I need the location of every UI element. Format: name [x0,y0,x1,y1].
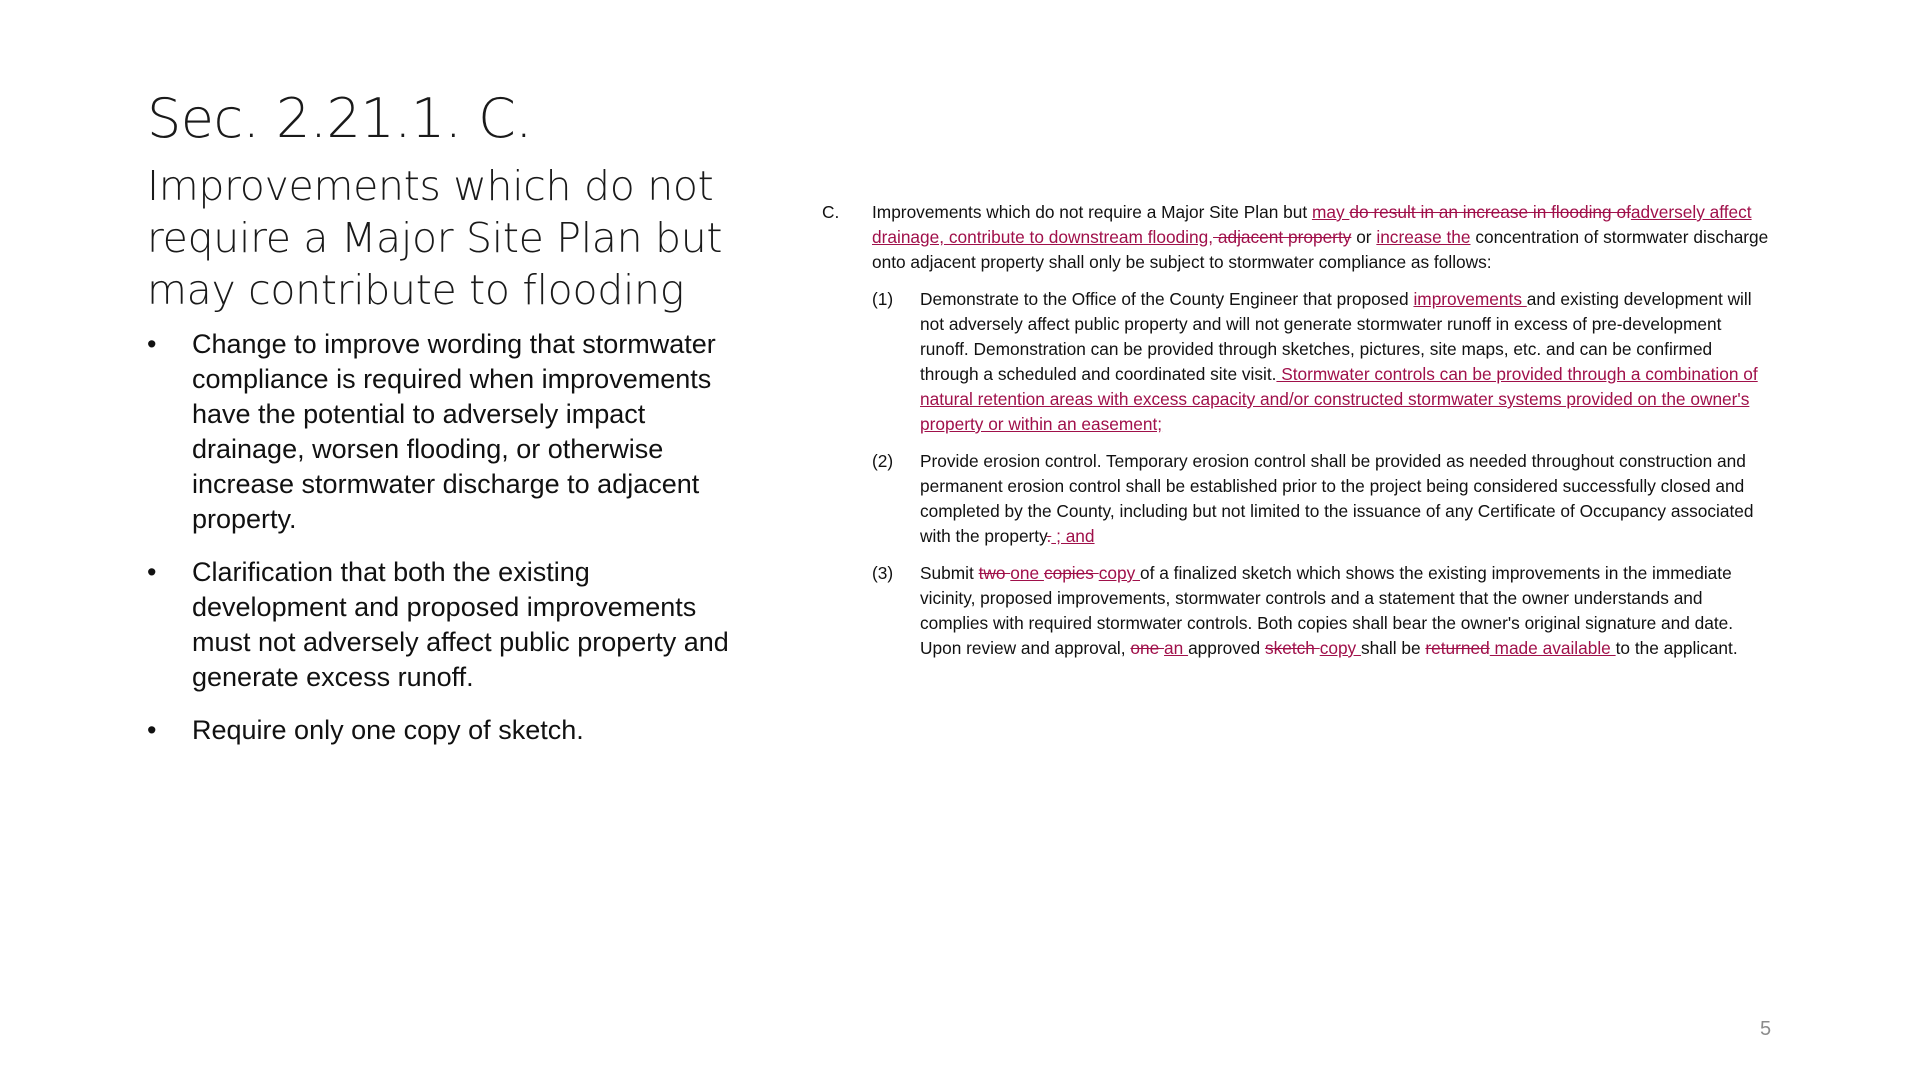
deleted-text: sketch [1264,638,1320,658]
body-text: of a finalized sketch which shows the existing improvements in the immediate vicinity, proposed improvements, stormwater controls and a statement that the owner understands and complies with required stormwater controls. Both copies shall bear the owner's original signature and date. Upon review and approval, [920,563,1734,658]
deleted-text: two [978,563,1011,583]
bullet-text: Change to improve wording that stormwater compliance is required when improvements have the potential to adversely impact drainage, worsen flooding, or otherwise increase stormwater discharge to adjacent property. [192,329,716,534]
item-number: (1) [872,289,894,309]
body-text: and existing development will not adversely affect public property and will not generate stormwater runoff in excess of pre-development runoff. Demonstration can be provided through sketches, pictures, site maps, etc. and can be confirmed through a scheduled and coordinated site visit. [920,289,1752,384]
body-text: shall be [1361,638,1426,658]
body-text: or [1351,227,1377,247]
body-text: Demonstrate to the Office of the County Engineer that proposed [920,289,1414,309]
bullet-item [147,555,747,695]
inserted-text: ; and [1051,526,1095,546]
inserted-text: adversely affect drainage, contribute to downstream flooding, [872,202,1752,247]
inserted-text: made available [1489,638,1616,658]
inserted-text: one [1010,563,1044,583]
item-text [920,449,1770,549]
body-text: concentration of stormwater discharge onto adjacent property shall only be subject to stormwater compliance as follows: [872,227,1769,272]
deleted-text: adjacent property [1213,227,1352,247]
body-text: to the applicant. [1615,638,1738,658]
clause-item-1 [822,287,1770,437]
bullet-dot-icon: • [147,715,157,745]
clause-c [822,200,1770,275]
deleted-text: returned [1425,638,1490,658]
clause-intro [872,200,1770,275]
body-text: Improvements which do not require a Major Site Plan but [872,202,1312,222]
inserted-text: an [1164,638,1189,658]
bullet-dot-icon: • [147,557,157,587]
bullet-text: Clarification that both the existing development and proposed improvements must not adversely affect public property and generate excess runoff. [192,557,729,692]
item-number: (3) [872,563,894,583]
clause-label: C. [822,202,840,222]
inserted-text: increase the [1376,227,1471,247]
body-text: Submit [920,563,979,583]
body-text: approved [1188,638,1265,658]
slide-title: Sec. 2.21.1. C. [147,87,532,150]
bullet-list [147,327,747,766]
deleted-text: do result in an increase in flooding of [1349,202,1631,222]
inserted-text: may [1311,202,1350,222]
slide-subtitle: Improvements which do not require a Major Site Plan but may contribute to flooding [147,162,723,314]
inserted-text: copy [1319,638,1361,658]
ordinance-excerpt [822,200,1770,673]
clause-item-3 [822,561,1770,661]
inserted-text: copy [1098,563,1141,583]
page-number: 5 [1760,1018,1772,1040]
inserted-text: improvements [1413,289,1527,309]
item-text [920,287,1770,437]
bullet-text: Require only one copy of sketch. [192,715,584,745]
clause-item-2 [822,449,1770,549]
deleted-text: . [1046,526,1052,546]
item-number: (2) [872,451,894,471]
deleted-text: one [1130,638,1165,658]
bullet-dot-icon: • [147,329,157,359]
bullet-item [147,713,747,748]
inserted-text: Stormwater controls can be provided through a combination of natural retention areas with excess capacity and/or constructed stormwater systems provided on the owner's property or within an easement; [920,364,1758,434]
bullet-item [147,327,747,537]
item-text [920,561,1770,661]
clause-items [822,287,1770,661]
deleted-text: copies [1043,563,1099,583]
body-text: Provide erosion control. Temporary erosion control shall be provided as needed throughout construction and permanent erosion control shall be established prior to the project being considered successfully closed and completed by the County, including but not limited to the issuance of any Certificate of Occupancy associated with the property [920,451,1754,546]
